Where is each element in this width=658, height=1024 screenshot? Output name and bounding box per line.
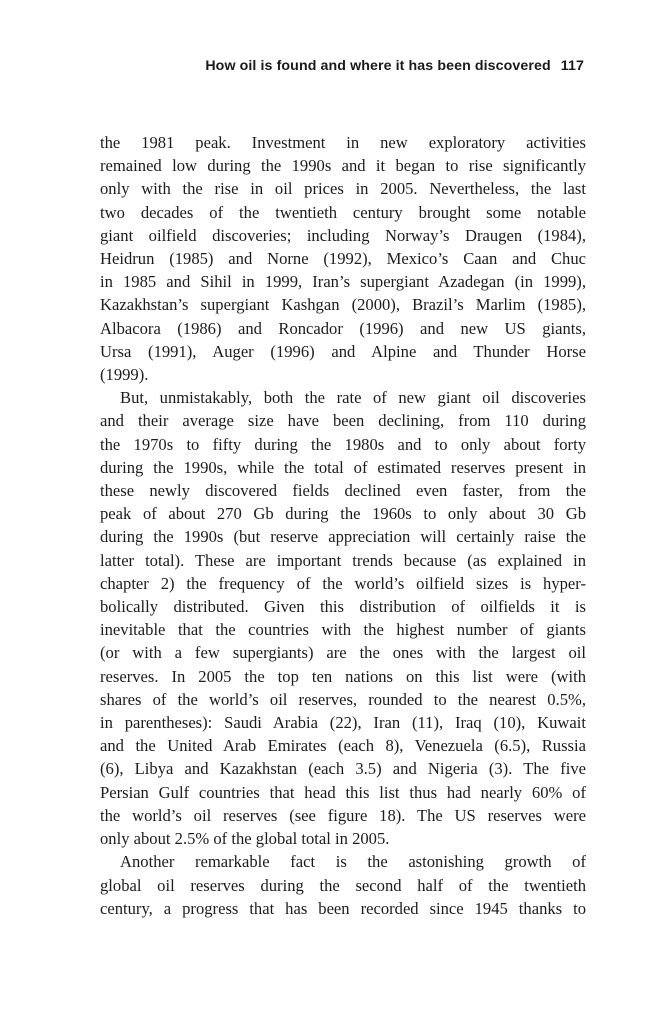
text-line: (6), Libya and Kazakhstan (each 3.5) and Nigeria (3). The five bbox=[100, 759, 586, 779]
paragraph-1 bbox=[100, 131, 586, 386]
text-line: Another remarkable fact is the astonishing growth of bbox=[120, 852, 586, 872]
text-line: global oil reserves during the second half of the twentieth bbox=[100, 875, 586, 895]
text-line: two decades of the twentieth century brought some notable bbox=[100, 202, 586, 222]
page-number: 117 bbox=[560, 58, 584, 74]
text-line: Persian Gulf countries that head this list thus had nearly 60% of bbox=[100, 782, 586, 802]
text-line: But, unmistakably, both the rate of new giant oil discoveries bbox=[120, 388, 586, 408]
text-line: chapter 2) the frequency of the world’s oilfield sizes is hyper- bbox=[100, 573, 586, 593]
text-line: during the 1990s (but reserve appreciation will certainly raise the bbox=[100, 527, 586, 547]
text-line: shares of the world’s oil reserves, rounded to the nearest 0.5%, bbox=[100, 689, 586, 709]
text-line: and the United Arab Emirates (each 8), Venezuela (6.5), Russia bbox=[100, 736, 586, 756]
text-line: during the 1990s, while the total of estimated reserves present in bbox=[100, 457, 586, 477]
text-line: and their average size have been declining, from 110 during bbox=[100, 411, 586, 431]
text-line: only about 2.5% of the global total in 2005. bbox=[100, 829, 390, 849]
text-line: peak of about 270 Gb during the 1960s to only about 30 Gb bbox=[100, 504, 586, 524]
text-line: Albacora (1986) and Roncador (1996) and new US giants, bbox=[100, 318, 586, 338]
text-line: the world’s oil reserves (see figure 18). The US reserves were bbox=[100, 805, 586, 825]
text-line: these newly discovered fields declined even faster, from the bbox=[100, 481, 586, 501]
running-title: How oil is found and where it has been discovered bbox=[205, 58, 551, 74]
text-line: bolically distributed. Given this distribution of oilfields it is bbox=[100, 597, 586, 617]
text-line: (1999). bbox=[100, 365, 149, 385]
paragraph-2 bbox=[100, 386, 586, 850]
text-line: century, a progress that has been recorded since 1945 thanks to bbox=[100, 898, 586, 918]
text-line: reserves. In 2005 the top ten nations on this list were (with bbox=[100, 666, 586, 686]
text-line: the 1981 peak. Investment in new exploratory activities bbox=[100, 133, 586, 152]
text-line: remained low during the 1990s and it began to rise significantly bbox=[100, 156, 586, 176]
paragraph-3 bbox=[100, 850, 586, 920]
text-line: inevitable that the countries with the highest number of giants bbox=[100, 620, 586, 640]
text-line: latter total). These are important trends because (as explained in bbox=[100, 550, 586, 570]
text-line: (or with a few supergiants) are the ones with the largest oil bbox=[100, 643, 586, 663]
text-line: Ursa (1991), Auger (1996) and Alpine and Thunder Horse bbox=[100, 341, 586, 361]
running-head bbox=[205, 58, 584, 74]
text-line: Kazakhstan’s supergiant Kashgan (2000), Brazil’s Marlim (1985), bbox=[100, 295, 586, 315]
text-line: only with the rise in oil prices in 2005. Nevertheless, the last bbox=[100, 179, 586, 199]
text-line: in 1985 and Sihil in 1999, Iran’s supergiant Azadegan (in 1999), bbox=[100, 272, 586, 292]
text-line: Heidrun (1985) and Norne (1992), Mexico’s Caan and Chuc bbox=[100, 249, 586, 269]
body-text bbox=[100, 131, 586, 920]
text-line: giant oilfield discoveries; including Norway’s Draugen (1984), bbox=[100, 225, 586, 245]
text-line: the 1970s to fifty during the 1980s and to only about forty bbox=[100, 434, 586, 454]
text-line: in parentheses): Saudi Arabia (22), Iran (11), Iraq (10), Kuwait bbox=[100, 713, 586, 733]
